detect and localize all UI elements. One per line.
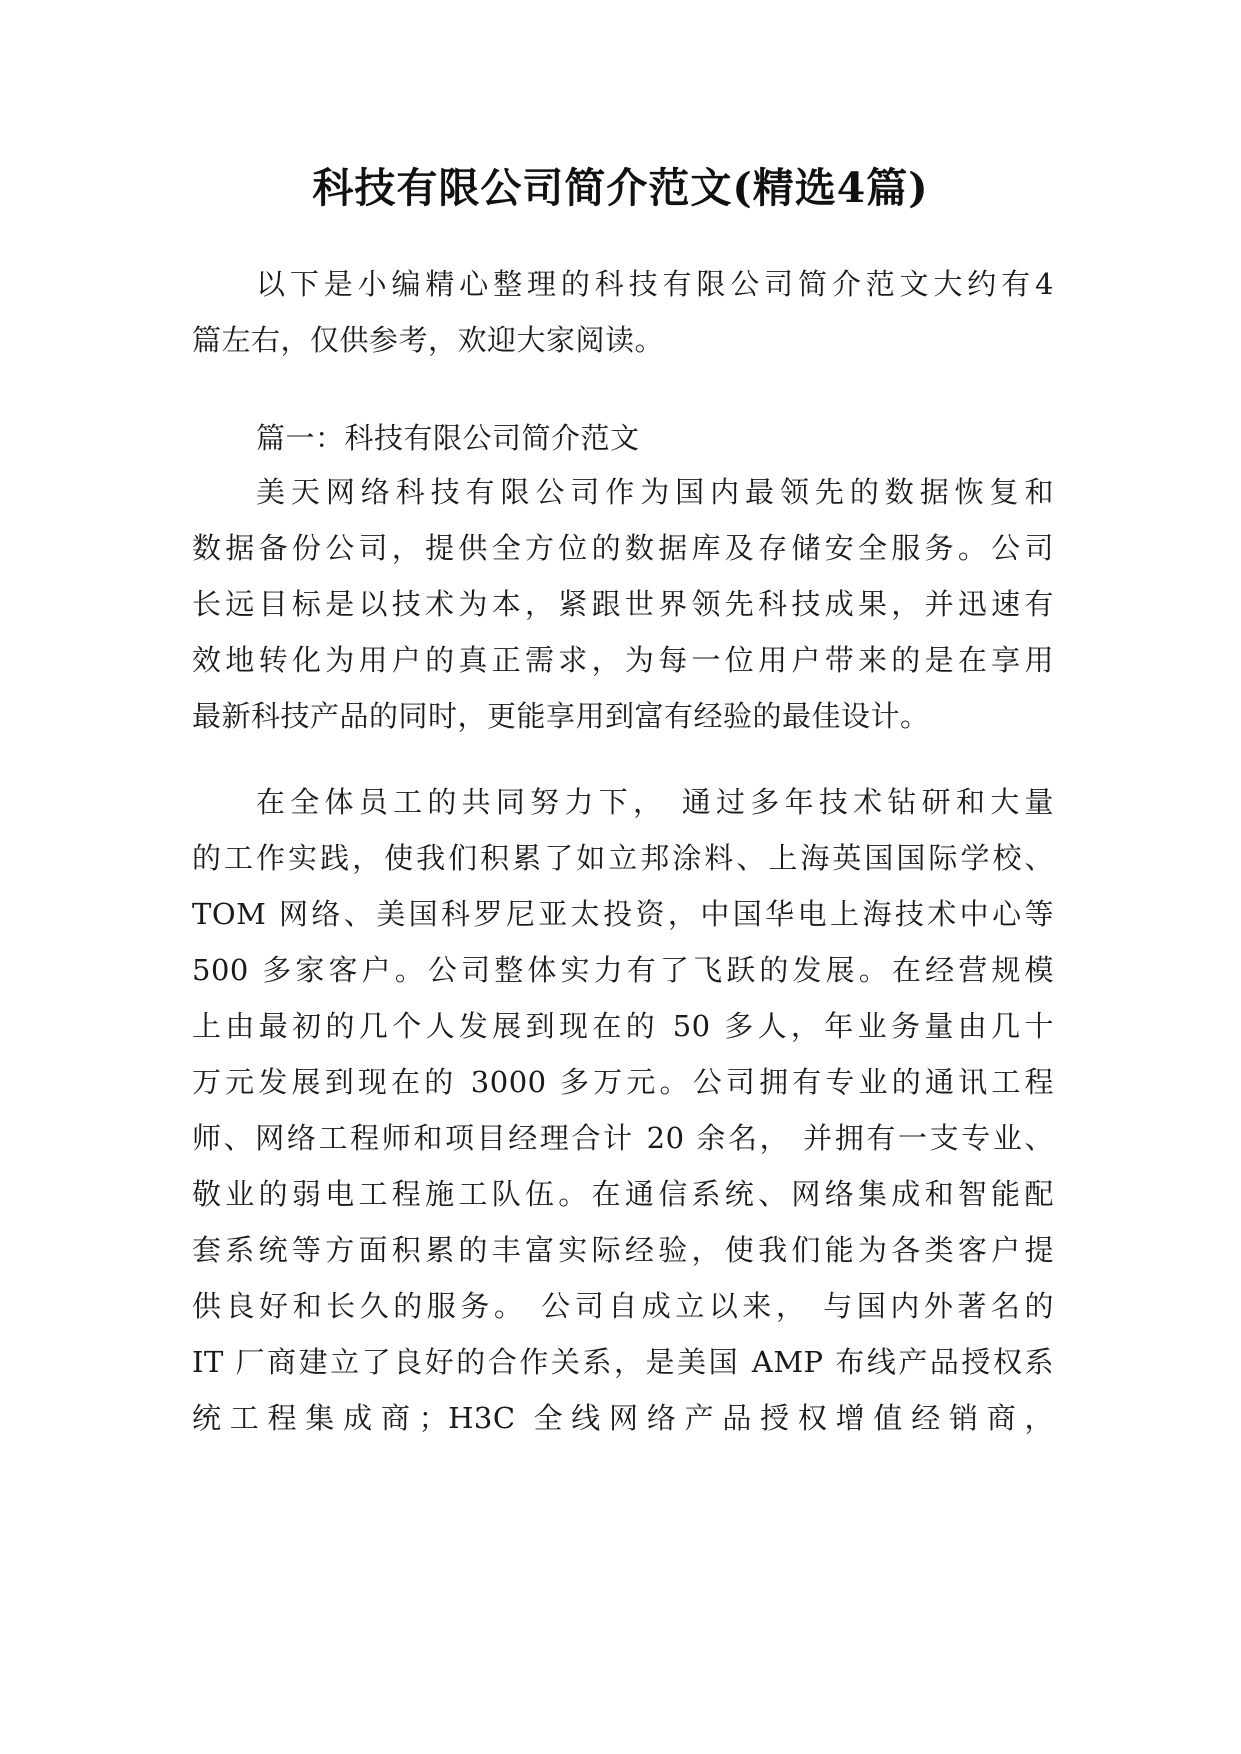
document-title: 科技有限公司简介范文(精选4篇) [312, 164, 929, 212]
section-heading-text: 篇一：科技有限公司简介范文 [256, 421, 640, 455]
text-line: 美天网络科技有限公司作为国内最领先的数据恢复和 [256, 475, 1054, 509]
paragraph [192, 774, 1054, 1446]
text-line: 统工程集成商；H3C 全线网络产品授权增值经销商， [192, 1401, 1054, 1435]
text-line: 长远目标是以技术为本，紧跟世界领先科技成果，并迅速有 [192, 587, 1054, 621]
paragraph [192, 464, 1054, 744]
text-line: 篇左右，仅供参考，欢迎大家阅读。 [192, 323, 665, 357]
text-line: 万元发展到现在的 3000 多万元。公司拥有专业的通讯工程 [192, 1065, 1054, 1099]
text-line: 敬业的弱电工程施工队伍。在通信系统、网络集成和智能配 [192, 1177, 1054, 1211]
intro-paragraph [192, 256, 1054, 368]
text-line: 师、网络工程师和项目经理合计 20 余名， 并拥有一支专业、 [192, 1121, 1054, 1155]
text-line: 供良好和长久的服务。 公司自成立以来， 与国内外著名的 [192, 1289, 1054, 1323]
text-line: 上由最初的几个人发展到现在的 50 多人，年业务量由几十 [192, 1009, 1054, 1043]
text-line: 套系统等方面积累的丰富实际经验，使我们能为各类客户提 [192, 1233, 1054, 1267]
section-heading [192, 410, 1054, 466]
text-line: 在全体员工的共同努力下， 通过多年技术钻研和大量 [256, 785, 1054, 819]
text-line: IT 厂商建立了良好的合作关系，是美国 AMP 布线产品授权系 [192, 1345, 1054, 1379]
text-line: 数据备份公司，提供全方位的数据库及存储安全服务。公司 [192, 531, 1054, 565]
text-line: 500 多家客户。公司整体实力有了飞跃的发展。在经营规模 [192, 953, 1054, 987]
text-line: 的工作实践，使我们积累了如立邦涂料、上海英国国际学校、 [192, 841, 1054, 875]
text-line: 以下是小编精心整理的科技有限公司简介范文大约有4 [256, 267, 1054, 301]
text-line: 最新科技产品的同时，更能享用到富有经验的最佳设计。 [192, 699, 930, 733]
text-line: TOM 网络、美国科罗尼亚太投资，中国华电上海技术中心等 [192, 897, 1054, 931]
text-line: 效地转化为用户的真正需求，为每一位用户带来的是在享用 [192, 643, 1054, 677]
